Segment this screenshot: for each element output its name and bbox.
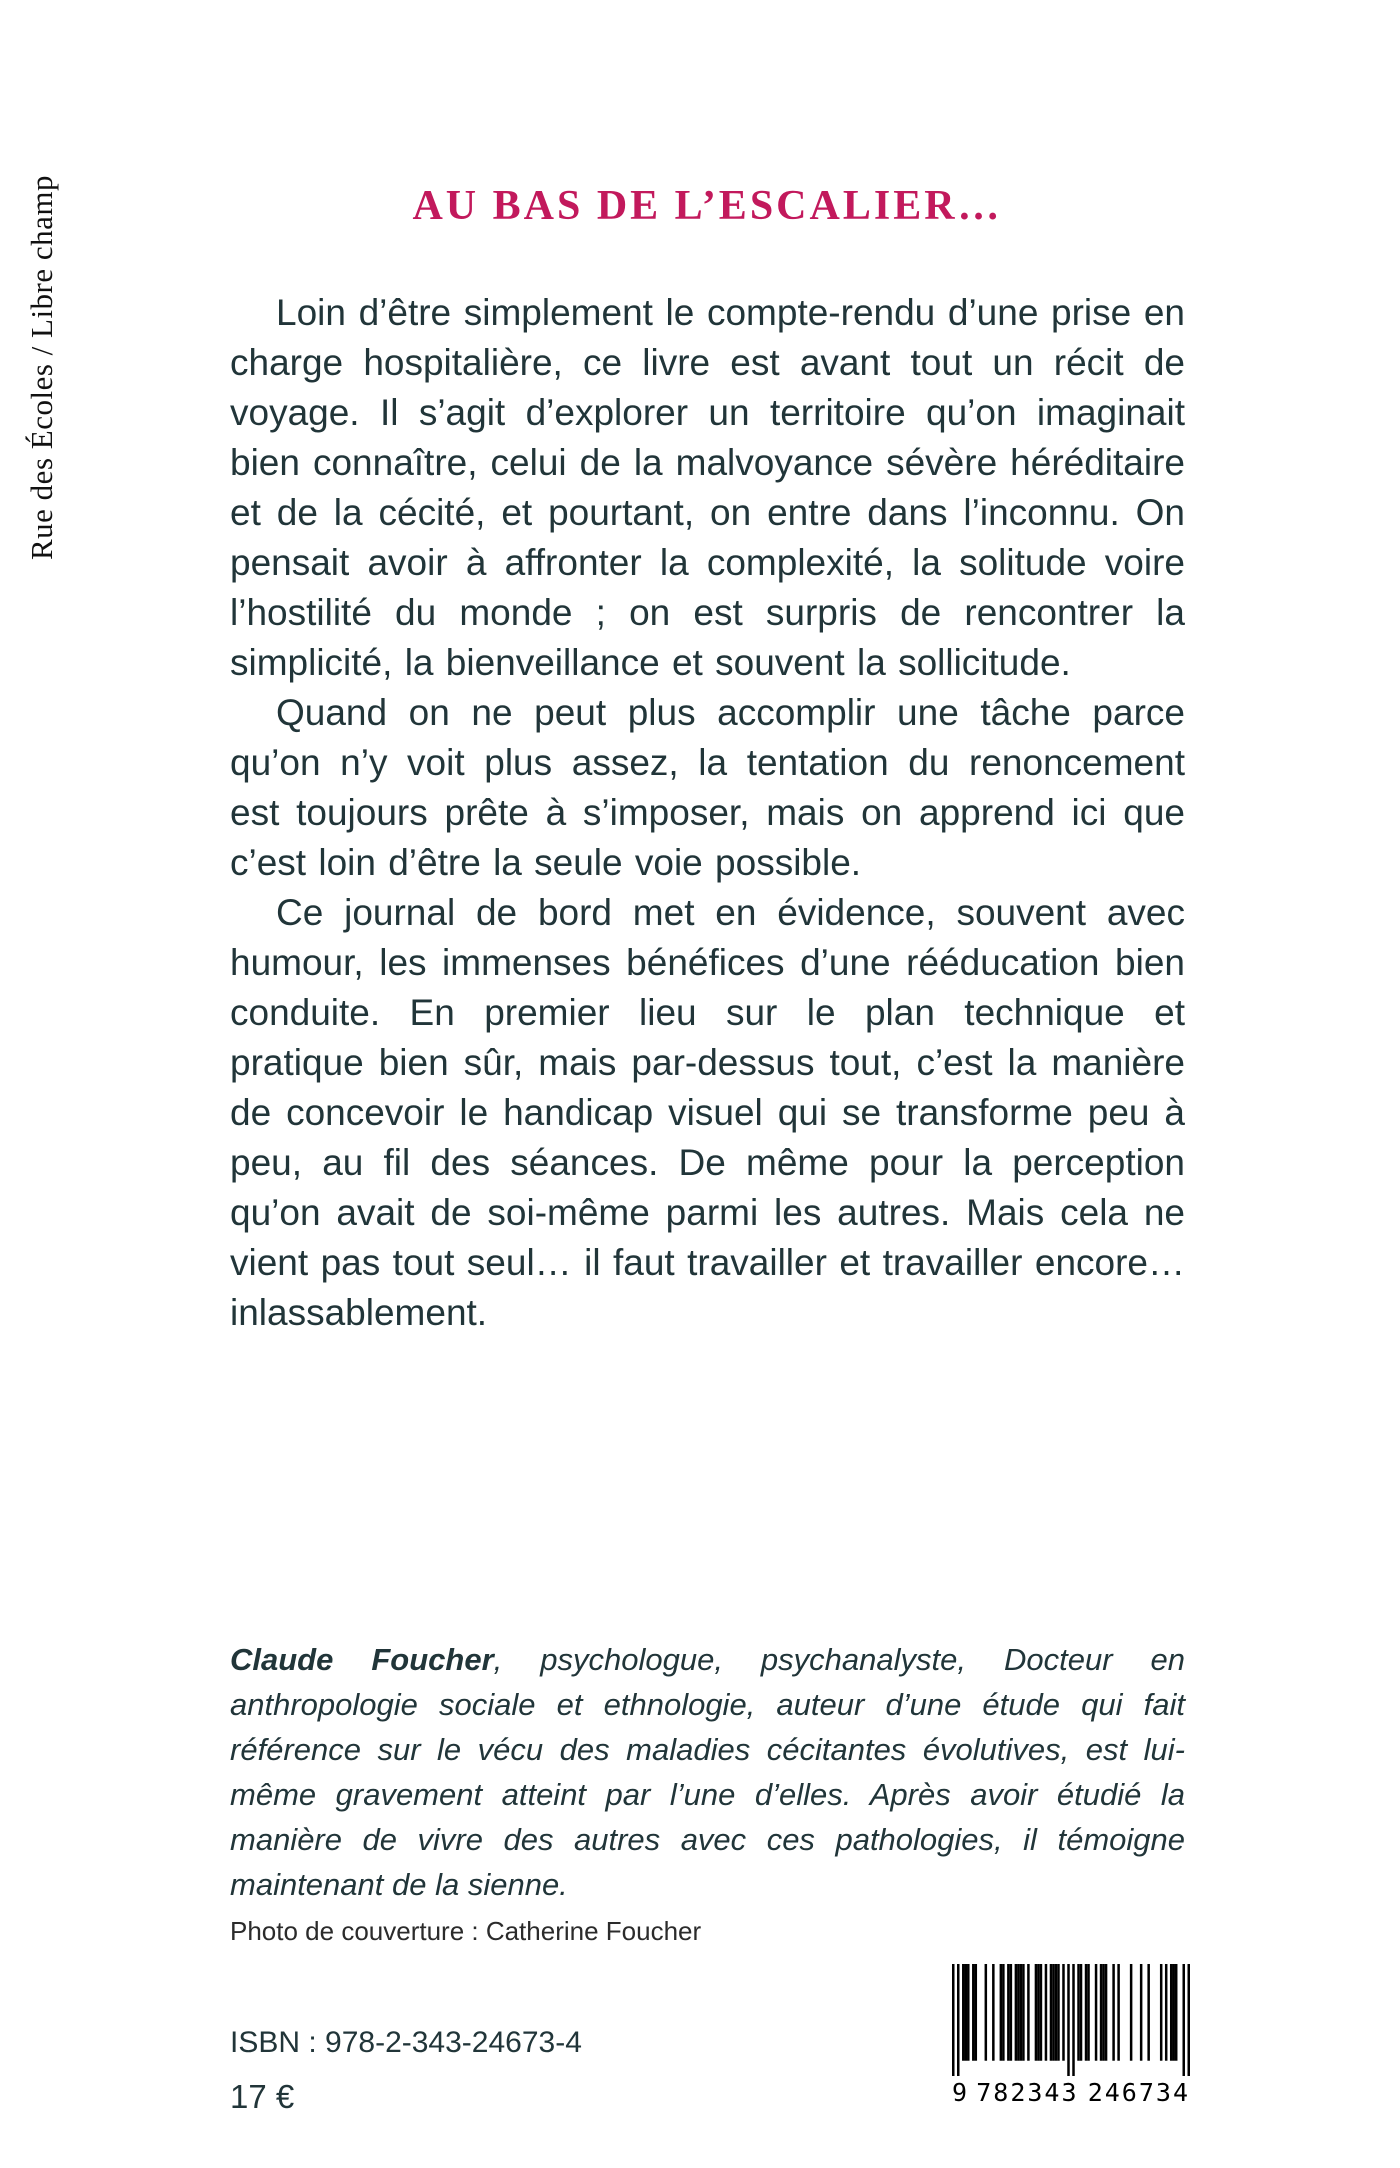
synopsis-paragraph-1: Loin d’être simplement le compte-rendu d’une prise en charge hospitalière, ce livre est avant tout un récit de voyage. Il s’agit d’explorer un territoire qu’on imaginait bien connaître, celui de la malvoyance sévère héréditaire et de la cécité, et pourtant, on entre dans l’inconnu. On pensait avoir à affronter la complexité, la solitude voire l’hostilité du monde ; on est surpris de rencontrer la simplicité, la bienveillance et souvent la sollicitude. <box>230 292 1185 683</box>
barcode-group-2: 246734 <box>1087 2078 1190 2107</box>
barcode <box>952 1964 1190 2107</box>
synopsis-paragraph-2: Quand on ne peut plus accomplir une tâche parce qu’on n’y voit plus assez, la tentation du renoncement est toujours prête à s’imposer, mais on apprend ici que c’est loin d’être la seule voie possible. <box>230 692 1185 883</box>
barcode-digit-1: 9 <box>952 2078 968 2107</box>
isbn-text: ISBN : 978-2-343-24673-4 <box>230 2026 582 2059</box>
author-bio-text: , psychologue, psychanalyste, Docteur en anthropologie sociale et ethnologie, auteur d’une étude qui fait référence sur le vécu des maladies cécitantes évolutives, est lui-même gravement atteint par l’une d’elles. Après avoir étudié la manière de vivre des autres avec ces pathologies, il témoigne maintenant de la sienne. <box>230 1642 1185 1902</box>
photo-credit: Photo de couverture : Catherine Foucher <box>230 1916 702 1946</box>
price-text: 17 € <box>230 2078 295 2115</box>
barcode-bars <box>952 1964 1190 2076</box>
author-bio <box>230 1637 1185 1907</box>
synopsis <box>230 288 1185 1338</box>
spine-collection-text: Rue des Écoles / Libre champ <box>24 174 59 560</box>
barcode-group-1: 782343 <box>976 2078 1079 2107</box>
book-title: AU BAS DE L’ESCALIER… <box>412 183 1003 230</box>
synopsis-paragraph-3: Ce journal de bord met en évidence, souvent avec humour, les immenses bénéfices d’une rééducation bien conduite. En premier lieu sur le plan technique et pratique bien sûr, mais par-dessus tout, c’est la manière de concevoir le handicap visuel qui se transforme peu à peu, au fil des séances. De même pour la perception qu’on avait de soi-même parmi les autres. Mais cela ne vient pas tout seul… il faut travailler et travailler encore… inlassablement. <box>230 892 1185 1333</box>
author-name: Claude Foucher <box>230 1642 494 1677</box>
barcode-number <box>952 2078 1190 2107</box>
